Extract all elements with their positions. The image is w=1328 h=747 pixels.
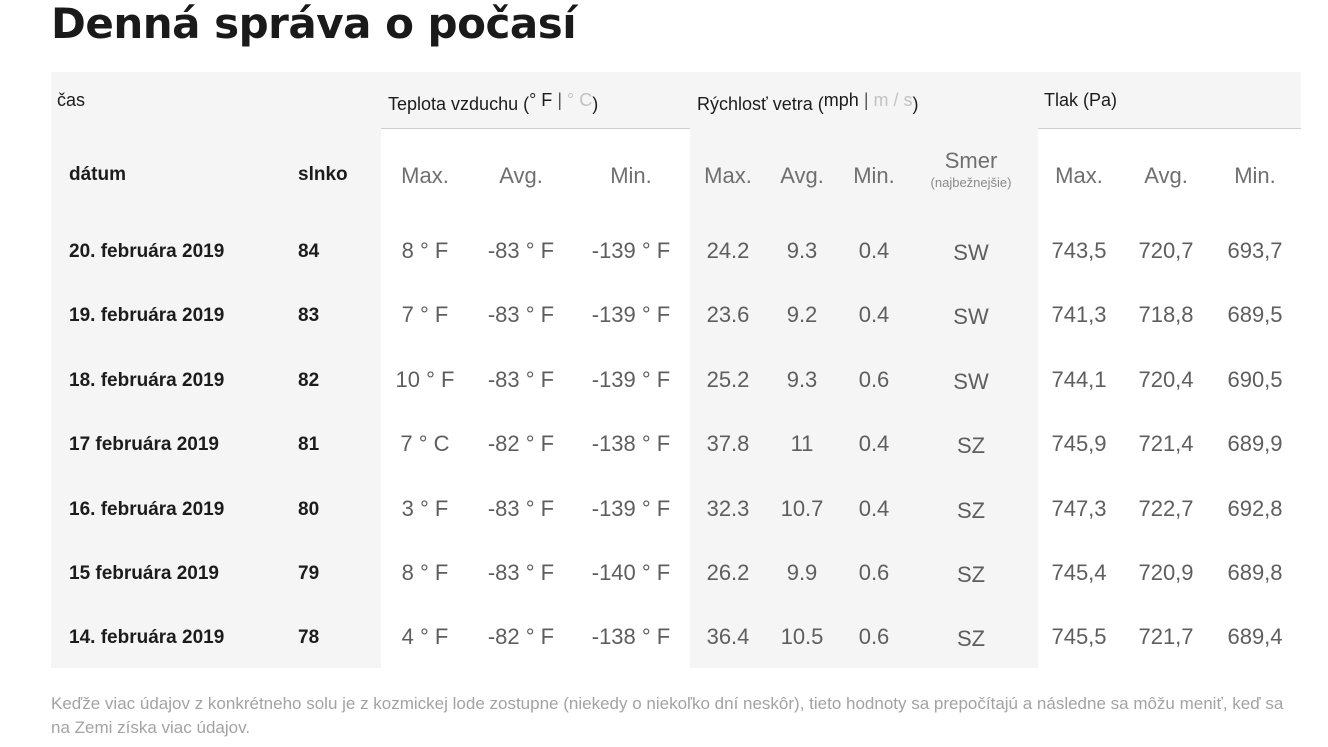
cell-pressure-max: 741,3 bbox=[1051, 302, 1107, 328]
cell-date: 18. februára 2019 bbox=[69, 369, 225, 391]
cell-pressure-min: 689,9 bbox=[1227, 431, 1283, 457]
cell-sol: 81 bbox=[298, 434, 320, 456]
cell-direction: SZ bbox=[956, 497, 986, 523]
wind-label-close: ) bbox=[912, 94, 919, 114]
cell-temp-max: 4 ° F bbox=[401, 624, 449, 650]
cell-pressure-max: 745,9 bbox=[1051, 431, 1107, 457]
cell-pressure-max: 745,4 bbox=[1051, 560, 1107, 585]
cell-pressure-avg: 720,9 bbox=[1138, 560, 1194, 585]
cell-temp-avg: -83 ° F bbox=[487, 366, 555, 392]
cell-wind-min: 0.4 bbox=[858, 495, 890, 521]
cell-temp-min: -139 ° F bbox=[591, 495, 671, 521]
cell-wind-max: 23.6 bbox=[706, 302, 750, 328]
cell-date: 14. februára 2019 bbox=[69, 627, 225, 649]
subheader-temp-max: Max. bbox=[401, 163, 449, 188]
cell-pressure-min: 692,8 bbox=[1227, 495, 1283, 521]
cell-wind-avg: 9.9 bbox=[786, 560, 818, 585]
cell-sol: 84 bbox=[298, 241, 320, 262]
cell-direction: SZ bbox=[956, 433, 986, 459]
unit-separator: | bbox=[863, 90, 869, 110]
direction-note: (najbežnejšie) bbox=[930, 175, 1012, 190]
unit-mph-toggle[interactable]: mph bbox=[823, 90, 859, 110]
cell-temp-avg: -82 ° F bbox=[487, 624, 555, 650]
cell-wind-max: 37.8 bbox=[706, 431, 750, 457]
header-pressure: Tlak (Pa) bbox=[1044, 90, 1118, 110]
unit-fahrenheit-toggle[interactable]: ° F bbox=[529, 90, 553, 110]
cell-temp-max: 7 ° F bbox=[401, 302, 449, 328]
cell-temp-max: 7 ° C bbox=[400, 431, 450, 457]
cell-temp-avg: -83 ° F bbox=[487, 302, 555, 328]
header-wind bbox=[697, 90, 919, 115]
cell-direction: SW bbox=[953, 240, 989, 265]
cell-wind-min: 0.4 bbox=[858, 238, 890, 263]
subheader-pressure-max: Max. bbox=[1055, 163, 1103, 188]
subheader-direction bbox=[915, 148, 1027, 192]
cell-temp-min: -139 ° F bbox=[591, 238, 671, 263]
cell-temp-min: -139 ° F bbox=[591, 366, 671, 392]
cell-wind-max: 24.2 bbox=[706, 238, 750, 263]
cell-wind-min: 0.6 bbox=[858, 560, 890, 585]
cell-temp-avg: -83 ° F bbox=[487, 560, 555, 585]
cell-temp-min: -138 ° F bbox=[591, 431, 671, 457]
direction-label: Smer bbox=[944, 148, 998, 173]
cell-temp-min: -140 ° F bbox=[591, 560, 671, 585]
cell-wind-min: 0.4 bbox=[858, 431, 890, 457]
cell-temp-min: -138 ° F bbox=[591, 624, 671, 650]
subheader-wind-max: Max. bbox=[704, 163, 752, 188]
cell-pressure-min: 690,5 bbox=[1227, 366, 1283, 392]
subheader-pressure-avg: Avg. bbox=[1144, 163, 1188, 188]
cell-temp-avg: -82 ° F bbox=[487, 431, 555, 457]
subheader-sol: slnko bbox=[298, 164, 348, 185]
cell-sol: 80 bbox=[298, 498, 320, 520]
unit-ms-toggle[interactable]: m / s bbox=[873, 90, 913, 110]
cell-pressure-min: 689,4 bbox=[1227, 624, 1283, 650]
cell-temp-max: 3 ° F bbox=[401, 495, 449, 521]
cell-pressure-min: 693,7 bbox=[1227, 238, 1283, 263]
wind-label: Rýchlosť vetra ( bbox=[697, 94, 824, 114]
subheader-temp-min: Min. bbox=[610, 163, 652, 188]
cell-wind-avg: 11 bbox=[790, 431, 814, 457]
cell-wind-avg: 9.2 bbox=[786, 302, 818, 328]
cell-wind-max: 36.4 bbox=[706, 624, 750, 650]
cell-pressure-avg: 721,7 bbox=[1138, 624, 1194, 650]
header-temperature bbox=[388, 90, 598, 115]
cell-pressure-max: 743,5 bbox=[1051, 238, 1107, 263]
cell-pressure-max: 747,3 bbox=[1051, 495, 1107, 521]
cell-temp-avg: -83 ° F bbox=[487, 495, 555, 521]
cell-wind-min: 0.4 bbox=[858, 302, 890, 328]
temperature-label-close: ) bbox=[592, 94, 599, 114]
cell-temp-max: 8 ° F bbox=[401, 238, 449, 263]
cell-temp-avg: -83 ° F bbox=[487, 238, 555, 263]
cell-temp-min: -139 ° F bbox=[591, 302, 671, 328]
cell-pressure-min: 689,5 bbox=[1227, 302, 1283, 328]
cell-wind-max: 26.2 bbox=[706, 560, 750, 585]
page-title: Denná správa o počasí bbox=[51, 0, 577, 48]
cell-pressure-min: 689,8 bbox=[1227, 560, 1283, 585]
time-column-shade bbox=[51, 128, 381, 668]
cell-wind-max: 32.3 bbox=[706, 495, 750, 521]
subheader-temp-avg: Avg. bbox=[499, 163, 543, 188]
cell-wind-max: 25.2 bbox=[706, 366, 750, 392]
cell-date: 16. februára 2019 bbox=[69, 498, 225, 520]
cell-direction: SW bbox=[953, 368, 989, 394]
cell-pressure-avg: 722,7 bbox=[1138, 495, 1194, 521]
cell-direction: SW bbox=[953, 304, 989, 330]
cell-date: 17 februára 2019 bbox=[69, 434, 219, 456]
cell-pressure-max: 745,5 bbox=[1051, 624, 1107, 650]
cell-pressure-avg: 721,4 bbox=[1138, 431, 1194, 457]
cell-wind-avg: 9.3 bbox=[786, 238, 818, 263]
cell-pressure-avg: 718,8 bbox=[1138, 302, 1194, 328]
unit-separator: | bbox=[557, 90, 562, 110]
cell-wind-avg: 10.7 bbox=[780, 495, 824, 521]
cell-temp-max: 8 ° F bbox=[401, 560, 449, 585]
cell-temp-max: 10 ° F bbox=[395, 366, 455, 392]
cell-sol: 83 bbox=[298, 305, 320, 327]
cell-direction: SZ bbox=[956, 626, 986, 652]
cell-date: 20. februára 2019 bbox=[69, 241, 225, 262]
cell-pressure-avg: 720,4 bbox=[1138, 366, 1194, 392]
cell-wind-avg: 9.3 bbox=[786, 366, 818, 392]
unit-celsius-toggle[interactable]: ° C bbox=[567, 90, 593, 110]
cell-sol: 78 bbox=[298, 627, 320, 649]
subheader-wind-avg: Avg. bbox=[780, 163, 824, 188]
footnote: Keďže viac údajov z konkrétneho solu je z kozmickej lode zostupne (niekedy o niekoľko dní neskôr), tieto hodnoty sa prepočítajú a následne sa môžu meniť, keď sa na Zemi získa viac údajov. bbox=[51, 694, 1284, 737]
header-time: čas bbox=[57, 90, 86, 110]
cell-date: 15 februára 2019 bbox=[69, 563, 219, 584]
subheader-pressure-min: Min. bbox=[1234, 163, 1276, 188]
cell-direction: SZ bbox=[956, 562, 986, 587]
cell-sol: 82 bbox=[298, 369, 320, 391]
cell-date: 19. februára 2019 bbox=[69, 305, 225, 327]
cell-wind-min: 0.6 bbox=[858, 366, 890, 392]
cell-sol: 79 bbox=[298, 563, 320, 584]
cell-pressure-max: 744,1 bbox=[1051, 366, 1107, 392]
temperature-label: Teplota vzduchu ( bbox=[388, 94, 530, 114]
subheader-date: dátum bbox=[69, 164, 126, 185]
cell-wind-avg: 10.5 bbox=[780, 624, 824, 650]
cell-wind-min: 0.6 bbox=[858, 624, 890, 650]
cell-pressure-avg: 720,7 bbox=[1138, 238, 1194, 263]
subheader-wind-min: Min. bbox=[853, 163, 895, 188]
